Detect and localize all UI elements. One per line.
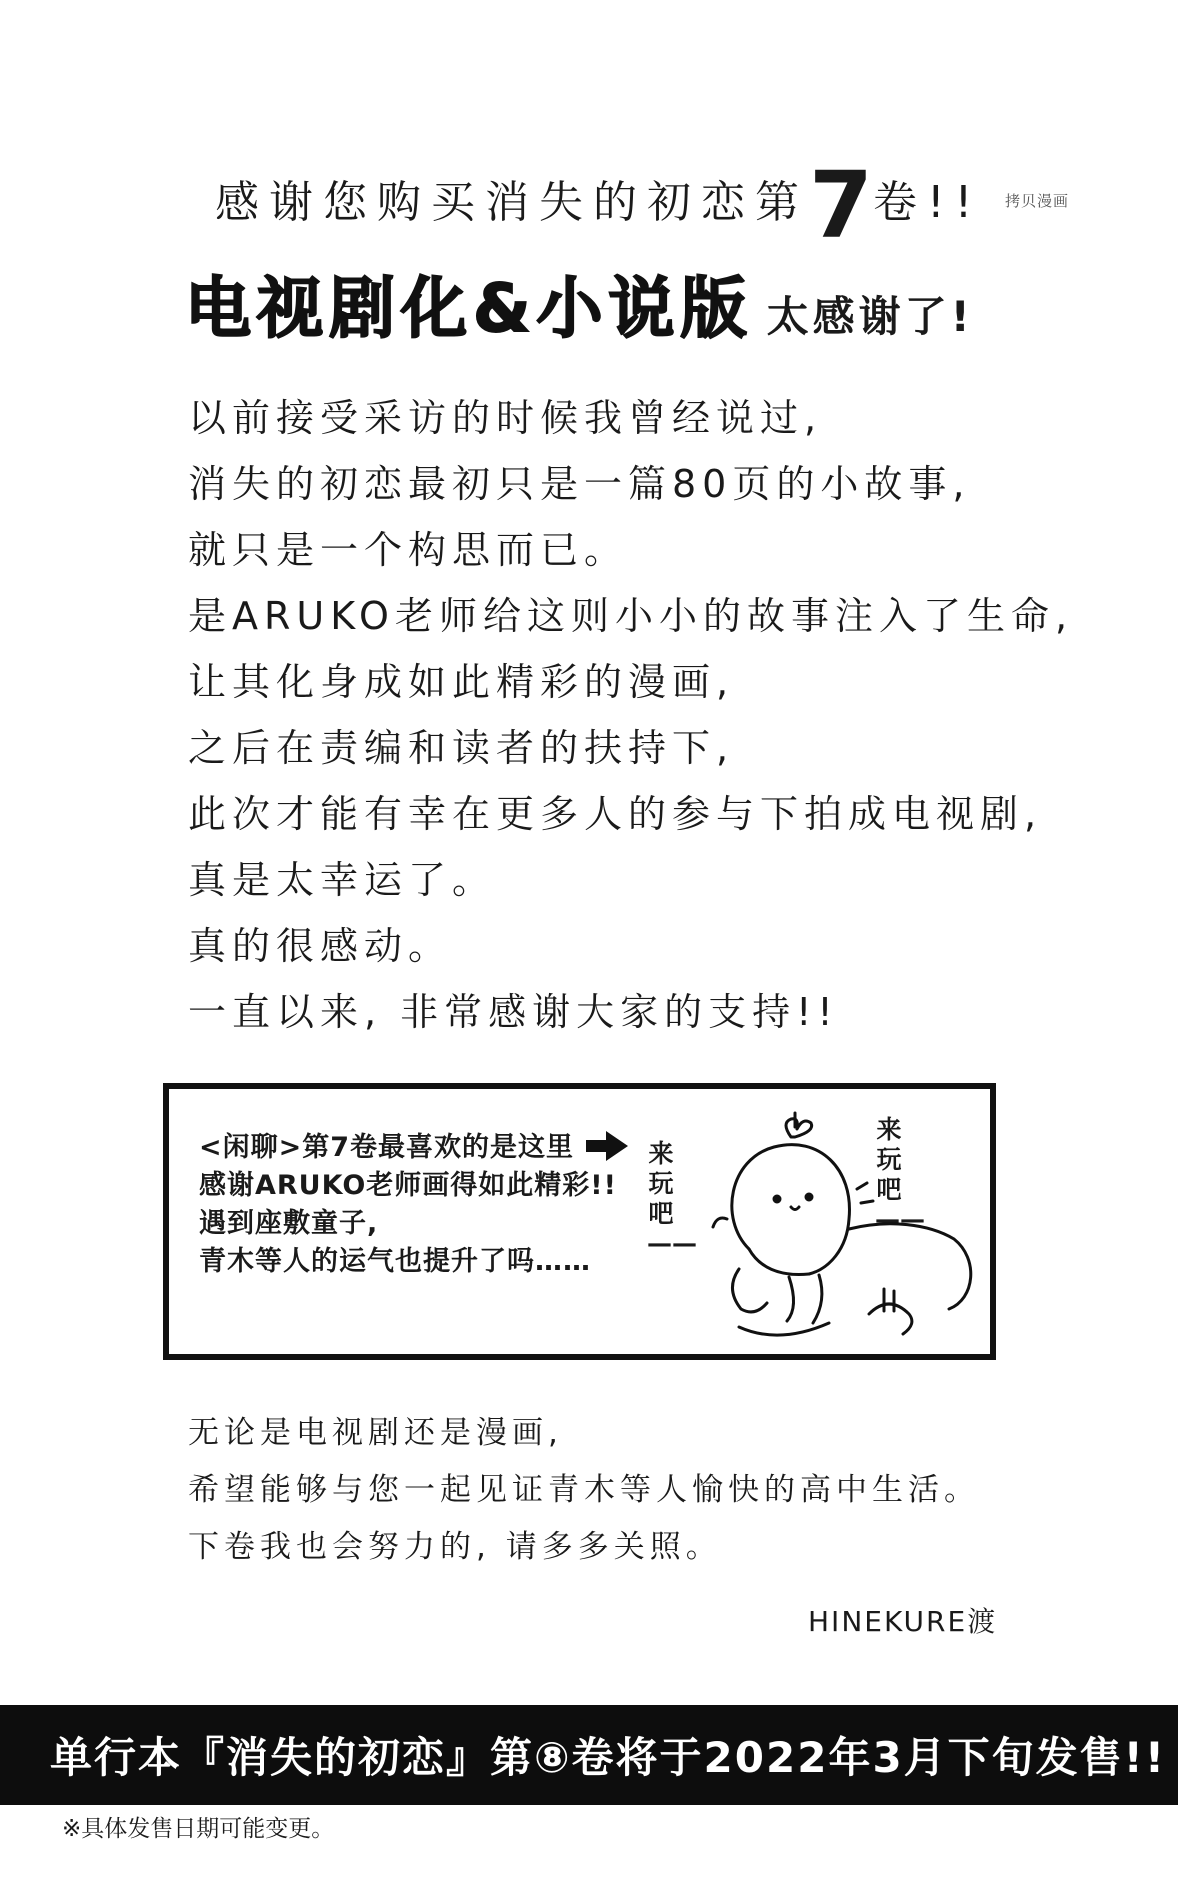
- chat-line: 感谢ARUKO老师画得如此精彩!!: [199, 1170, 617, 1201]
- release-banner: [0, 1705, 1178, 1805]
- body-line: 真的很感动。: [188, 924, 453, 968]
- closing-line: 希望能够与您一起见证青木等人愉快的高中生活。: [188, 1472, 980, 1508]
- author-signature: HINEKURE渡: [808, 1605, 998, 1638]
- body-line: 一直以来, 非常感谢大家的支持!!: [188, 990, 839, 1034]
- closing-text: [188, 1405, 980, 1576]
- speech-bubble-left: 来玩吧——: [647, 1139, 697, 1258]
- title-suffix: 卷!!: [873, 177, 983, 228]
- body-text: [188, 385, 1168, 1045]
- closing-line: 无论是电视剧还是漫画,: [188, 1415, 563, 1451]
- body-line: 消失的初恋最初只是一篇80页的小故事,: [188, 462, 971, 506]
- volume-number: 7: [809, 152, 874, 259]
- chat-line: <闲聊>第7卷最喜欢的是这里: [199, 1132, 575, 1163]
- body-line: 以前接受采访的时候我曾经说过,: [188, 396, 823, 440]
- zashiki-warashi-character-icon: [679, 1099, 989, 1354]
- release-banner-text: 单行本『消失的初恋』第⑧卷将于2022年3月下旬发售!!: [50, 1733, 1166, 1782]
- body-line: 就只是一个构思而已。: [188, 528, 629, 572]
- body-line: 之后在责编和读者的扶持下,: [188, 726, 735, 770]
- arrow-right-icon: [584, 1129, 630, 1163]
- chat-line: 青木等人的运气也提升了吗……: [199, 1246, 591, 1277]
- body-line: 让其化身成如此精彩的漫画,: [188, 660, 735, 704]
- speech-bubble-right: 来玩吧——: [875, 1115, 925, 1234]
- headline-sub: 太感谢了!: [766, 292, 974, 341]
- chat-line: 遇到座敷童子,: [199, 1208, 379, 1239]
- chat-text: [199, 1129, 617, 1281]
- body-line: 真是太幸运了。: [188, 858, 497, 902]
- title-prefix: 感谢您购买消失的初恋第: [215, 177, 809, 228]
- chat-panel: [163, 1083, 996, 1360]
- closing-line: 下卷我也会努力的, 请多多关照。: [188, 1529, 722, 1565]
- body-line: 是ARUKO老师给这则小小的故事注入了生命,: [188, 594, 1074, 638]
- headline-main: 电视剧化&小说版: [185, 270, 753, 347]
- body-line: 此次才能有幸在更多人的参与下拍成电视剧,: [188, 792, 1043, 836]
- headline: [185, 255, 974, 350]
- footnote: ※具体发售日期可能变更。: [62, 1816, 335, 1842]
- page-title: [215, 152, 983, 259]
- watermark: 拷贝漫画: [1005, 192, 1070, 210]
